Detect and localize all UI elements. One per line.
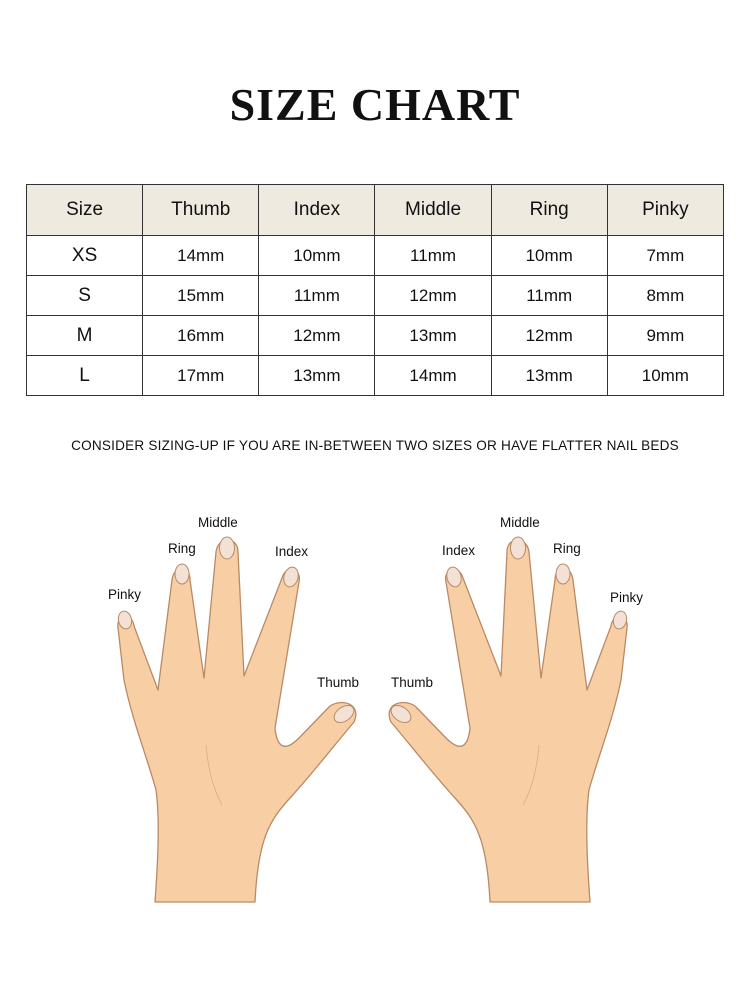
left-ring-nail: [175, 564, 189, 584]
column-header-pinky: Pinky: [607, 185, 723, 236]
index-cell: 10mm: [259, 236, 375, 276]
right-ring-label: Ring: [553, 541, 581, 556]
size-cell: L: [27, 356, 143, 396]
sizing-note: CONSIDER SIZING-UP IF YOU ARE IN-BETWEEN TWO SIZES OR HAVE FLATTER NAIL BEDS: [71, 438, 679, 453]
left-hand-shape: [118, 540, 356, 902]
column-header-size: Size: [27, 185, 143, 236]
hands-diagram: [0, 500, 750, 920]
left-pinky-label: Pinky: [108, 587, 142, 602]
left-middle-label: Middle: [198, 515, 238, 530]
column-header-middle: Middle: [375, 185, 491, 236]
table-header-row: [27, 185, 724, 236]
pinky-cell: 9mm: [607, 316, 723, 356]
middle-cell: 14mm: [375, 356, 491, 396]
ring-cell: 13mm: [491, 356, 607, 396]
thumb-cell: 15mm: [143, 276, 259, 316]
table-row: [27, 316, 724, 356]
pinky-cell: 8mm: [607, 276, 723, 316]
right-hand-illustration: [388, 537, 628, 902]
pinky-cell: 10mm: [607, 356, 723, 396]
column-header-thumb: Thumb: [143, 185, 259, 236]
right-pinky-label: Pinky: [610, 590, 644, 605]
page-title: SIZE CHART: [229, 79, 521, 130]
column-header-ring: Ring: [491, 185, 607, 236]
left-index-label: Index: [275, 544, 309, 559]
table-row: [27, 356, 724, 396]
index-cell: 12mm: [259, 316, 375, 356]
thumb-cell: 16mm: [143, 316, 259, 356]
middle-cell: 13mm: [375, 316, 491, 356]
ring-cell: 12mm: [491, 316, 607, 356]
left-middle-nail: [220, 537, 235, 559]
size-cell: XS: [27, 236, 143, 276]
ring-cell: 10mm: [491, 236, 607, 276]
left-thumb-label: Thumb: [317, 675, 360, 690]
table-row: [27, 236, 724, 276]
thumb-cell: 14mm: [143, 236, 259, 276]
size-chart-table: [26, 184, 724, 396]
middle-cell: 12mm: [375, 276, 491, 316]
index-cell: 11mm: [259, 276, 375, 316]
right-middle-label: Middle: [500, 515, 540, 530]
index-cell: 13mm: [259, 356, 375, 396]
size-cell: S: [27, 276, 143, 316]
right-hand-shape: [389, 540, 627, 902]
size-cell: M: [27, 316, 143, 356]
left-hand-illustration: [117, 537, 360, 902]
left-ring-label: Ring: [168, 541, 196, 556]
ring-cell: 11mm: [491, 276, 607, 316]
right-ring-nail: [556, 564, 570, 584]
right-thumb-label: Thumb: [391, 675, 434, 690]
column-header-index: Index: [259, 185, 375, 236]
right-middle-nail: [511, 537, 526, 559]
pinky-cell: 7mm: [607, 236, 723, 276]
middle-cell: 11mm: [375, 236, 491, 276]
thumb-cell: 17mm: [143, 356, 259, 396]
table-row: [27, 276, 724, 316]
right-index-label: Index: [442, 543, 476, 558]
